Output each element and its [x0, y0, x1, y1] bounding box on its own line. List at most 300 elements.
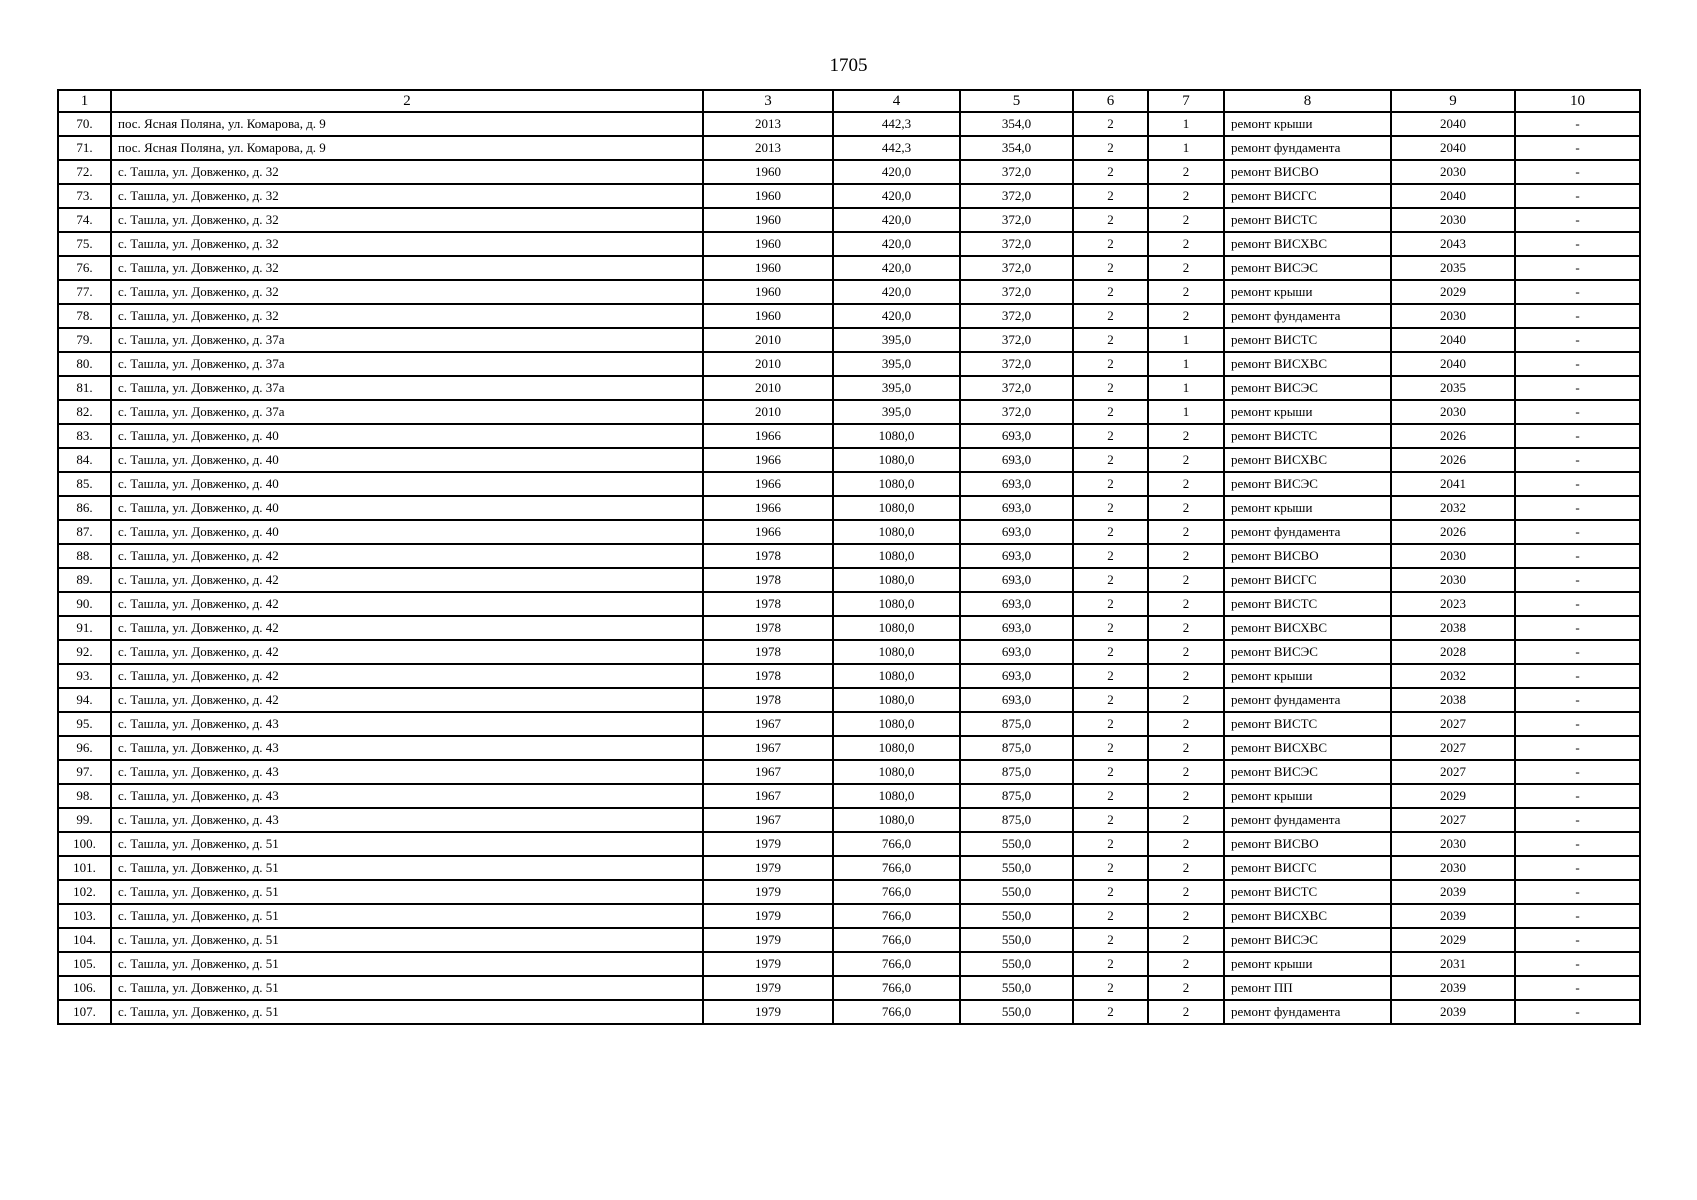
cell-address: с. Ташла, ул. Довженко, д. 43 — [111, 712, 703, 736]
column-header-9: 9 — [1391, 90, 1515, 112]
cell-living-area: 372,0 — [960, 352, 1073, 376]
cell-row-number: 92. — [58, 640, 111, 664]
cell-year-built: 1966 — [703, 472, 833, 496]
cell-row-number: 107. — [58, 1000, 111, 1024]
cell-living-area: 693,0 — [960, 472, 1073, 496]
cell-work-type: ремонт крыши — [1224, 280, 1391, 304]
cell-row-number: 94. — [58, 688, 111, 712]
cell-living-area: 693,0 — [960, 664, 1073, 688]
cell-planned-year: 2040 — [1391, 328, 1515, 352]
cell-work-type: ремонт ВИСТС — [1224, 880, 1391, 904]
cell-year-built: 1979 — [703, 904, 833, 928]
cell-note: - — [1515, 520, 1640, 544]
cell-address: с. Ташла, ул. Довженко, д. 32 — [111, 280, 703, 304]
table-row — [58, 832, 1640, 856]
cell-year-built: 1978 — [703, 568, 833, 592]
cell-floors: 2 — [1073, 928, 1148, 952]
cell-entrances: 1 — [1148, 400, 1224, 424]
cell-entrances: 2 — [1148, 880, 1224, 904]
cell-row-number: 79. — [58, 328, 111, 352]
cell-year-built: 1967 — [703, 760, 833, 784]
cell-work-type: ремонт ВИСВО — [1224, 160, 1391, 184]
cell-address: с. Ташла, ул. Довженко, д. 51 — [111, 952, 703, 976]
cell-living-area: 875,0 — [960, 784, 1073, 808]
cell-address: с. Ташла, ул. Довженко, д. 42 — [111, 640, 703, 664]
cell-total-area: 1080,0 — [833, 784, 960, 808]
cell-work-type: ремонт фундамента — [1224, 688, 1391, 712]
cell-work-type: ремонт ВИСВО — [1224, 544, 1391, 568]
cell-address: с. Ташла, ул. Довженко, д. 32 — [111, 160, 703, 184]
cell-address: с. Ташла, ул. Довженко, д. 37а — [111, 328, 703, 352]
cell-planned-year: 2029 — [1391, 928, 1515, 952]
cell-row-number: 70. — [58, 112, 111, 136]
cell-note: - — [1515, 904, 1640, 928]
cell-planned-year: 2039 — [1391, 904, 1515, 928]
cell-work-type: ремонт фундамента — [1224, 1000, 1391, 1024]
cell-work-type: ремонт крыши — [1224, 952, 1391, 976]
cell-work-type: ремонт крыши — [1224, 400, 1391, 424]
cell-row-number: 75. — [58, 232, 111, 256]
cell-work-type: ремонт фундамента — [1224, 520, 1391, 544]
cell-living-area: 372,0 — [960, 280, 1073, 304]
cell-address: с. Ташла, ул. Довженко, д. 43 — [111, 736, 703, 760]
cell-entrances: 2 — [1148, 640, 1224, 664]
cell-total-area: 766,0 — [833, 976, 960, 1000]
cell-total-area: 1080,0 — [833, 688, 960, 712]
cell-work-type: ремонт ВИСХВС — [1224, 904, 1391, 928]
cell-floors: 2 — [1073, 784, 1148, 808]
cell-year-built: 1966 — [703, 520, 833, 544]
cell-planned-year: 2026 — [1391, 520, 1515, 544]
cell-total-area: 420,0 — [833, 184, 960, 208]
cell-floors: 2 — [1073, 592, 1148, 616]
cell-row-number: 98. — [58, 784, 111, 808]
cell-address: с. Ташла, ул. Довженко, д. 43 — [111, 784, 703, 808]
cell-note: - — [1515, 928, 1640, 952]
cell-entrances: 2 — [1148, 184, 1224, 208]
cell-address: с. Ташла, ул. Довженко, д. 32 — [111, 232, 703, 256]
cell-year-built: 1978 — [703, 640, 833, 664]
cell-planned-year: 2035 — [1391, 256, 1515, 280]
cell-entrances: 2 — [1148, 952, 1224, 976]
column-header-8: 8 — [1224, 90, 1391, 112]
cell-living-area: 372,0 — [960, 376, 1073, 400]
table-row — [58, 520, 1640, 544]
header-row — [58, 90, 1640, 112]
cell-planned-year: 2030 — [1391, 832, 1515, 856]
cell-year-built: 1978 — [703, 664, 833, 688]
cell-total-area: 1080,0 — [833, 616, 960, 640]
cell-row-number: 77. — [58, 280, 111, 304]
cell-work-type: ремонт ВИСГС — [1224, 184, 1391, 208]
cell-year-built: 1960 — [703, 280, 833, 304]
cell-entrances: 1 — [1148, 112, 1224, 136]
table-row — [58, 136, 1640, 160]
cell-living-area: 550,0 — [960, 832, 1073, 856]
cell-total-area: 1080,0 — [833, 448, 960, 472]
cell-living-area: 693,0 — [960, 592, 1073, 616]
cell-planned-year: 2027 — [1391, 808, 1515, 832]
cell-address: с. Ташла, ул. Довженко, д. 51 — [111, 976, 703, 1000]
cell-entrances: 2 — [1148, 856, 1224, 880]
cell-planned-year: 2043 — [1391, 232, 1515, 256]
cell-address: с. Ташла, ул. Довженко, д. 32 — [111, 184, 703, 208]
cell-total-area: 1080,0 — [833, 568, 960, 592]
table-row — [58, 880, 1640, 904]
cell-note: - — [1515, 496, 1640, 520]
cell-year-built: 2013 — [703, 136, 833, 160]
cell-floors: 2 — [1073, 232, 1148, 256]
cell-floors: 2 — [1073, 136, 1148, 160]
cell-address: с. Ташла, ул. Довженко, д. 43 — [111, 808, 703, 832]
cell-entrances: 2 — [1148, 760, 1224, 784]
cell-planned-year: 2038 — [1391, 616, 1515, 640]
table-row — [58, 160, 1640, 184]
cell-row-number: 78. — [58, 304, 111, 328]
table-row — [58, 232, 1640, 256]
cell-planned-year: 2040 — [1391, 112, 1515, 136]
cell-row-number: 74. — [58, 208, 111, 232]
table-row — [58, 280, 1640, 304]
cell-total-area: 395,0 — [833, 352, 960, 376]
cell-row-number: 82. — [58, 400, 111, 424]
cell-work-type: ремонт ВИСТС — [1224, 328, 1391, 352]
repair-schedule-table — [57, 89, 1641, 1025]
cell-floors: 2 — [1073, 424, 1148, 448]
column-header-7: 7 — [1148, 90, 1224, 112]
cell-note: - — [1515, 784, 1640, 808]
cell-floors: 2 — [1073, 616, 1148, 640]
table-row — [58, 928, 1640, 952]
cell-entrances: 2 — [1148, 256, 1224, 280]
table-row — [58, 544, 1640, 568]
table-row — [58, 736, 1640, 760]
cell-work-type: ремонт ВИСВО — [1224, 832, 1391, 856]
cell-total-area: 395,0 — [833, 400, 960, 424]
cell-total-area: 766,0 — [833, 832, 960, 856]
cell-work-type: ремонт фундамента — [1224, 304, 1391, 328]
cell-living-area: 372,0 — [960, 184, 1073, 208]
cell-note: - — [1515, 760, 1640, 784]
cell-entrances: 2 — [1148, 1000, 1224, 1024]
cell-note: - — [1515, 832, 1640, 856]
cell-work-type: ремонт ВИСТС — [1224, 712, 1391, 736]
cell-year-built: 1960 — [703, 232, 833, 256]
cell-total-area: 766,0 — [833, 928, 960, 952]
cell-living-area: 693,0 — [960, 688, 1073, 712]
cell-floors: 2 — [1073, 568, 1148, 592]
cell-work-type: ремонт крыши — [1224, 496, 1391, 520]
cell-year-built: 2010 — [703, 328, 833, 352]
cell-planned-year: 2039 — [1391, 1000, 1515, 1024]
cell-floors: 2 — [1073, 208, 1148, 232]
cell-entrances: 2 — [1148, 424, 1224, 448]
cell-floors: 2 — [1073, 112, 1148, 136]
cell-total-area: 1080,0 — [833, 760, 960, 784]
cell-address: с. Ташла, ул. Довженко, д. 42 — [111, 568, 703, 592]
table-row — [58, 640, 1640, 664]
table-row — [58, 112, 1640, 136]
cell-year-built: 1978 — [703, 616, 833, 640]
cell-living-area: 372,0 — [960, 208, 1073, 232]
column-header-2: 2 — [111, 90, 703, 112]
cell-planned-year: 2030 — [1391, 400, 1515, 424]
cell-planned-year: 2028 — [1391, 640, 1515, 664]
table-row — [58, 664, 1640, 688]
cell-planned-year: 2023 — [1391, 592, 1515, 616]
cell-note: - — [1515, 352, 1640, 376]
cell-total-area: 1080,0 — [833, 424, 960, 448]
cell-row-number: 90. — [58, 592, 111, 616]
table-row — [58, 184, 1640, 208]
cell-note: - — [1515, 424, 1640, 448]
cell-living-area: 693,0 — [960, 448, 1073, 472]
cell-row-number: 95. — [58, 712, 111, 736]
cell-row-number: 76. — [58, 256, 111, 280]
cell-work-type: ремонт ВИСХВС — [1224, 352, 1391, 376]
cell-address: с. Ташла, ул. Довженко, д. 43 — [111, 760, 703, 784]
cell-year-built: 1978 — [703, 544, 833, 568]
cell-entrances: 2 — [1148, 544, 1224, 568]
cell-address: с. Ташла, ул. Довженко, д. 51 — [111, 856, 703, 880]
cell-row-number: 96. — [58, 736, 111, 760]
cell-work-type: ремонт ВИСХВС — [1224, 448, 1391, 472]
cell-year-built: 1978 — [703, 688, 833, 712]
cell-work-type: ремонт крыши — [1224, 664, 1391, 688]
page-number: 1705 — [829, 55, 868, 76]
cell-row-number: 97. — [58, 760, 111, 784]
cell-note: - — [1515, 640, 1640, 664]
cell-year-built: 1960 — [703, 304, 833, 328]
cell-total-area: 420,0 — [833, 304, 960, 328]
cell-floors: 2 — [1073, 544, 1148, 568]
cell-year-built: 2010 — [703, 376, 833, 400]
cell-planned-year: 2030 — [1391, 568, 1515, 592]
cell-entrances: 2 — [1148, 160, 1224, 184]
cell-planned-year: 2030 — [1391, 856, 1515, 880]
cell-note: - — [1515, 376, 1640, 400]
table-row — [58, 304, 1640, 328]
cell-note: - — [1515, 448, 1640, 472]
cell-entrances: 1 — [1148, 352, 1224, 376]
cell-row-number: 88. — [58, 544, 111, 568]
cell-work-type: ремонт ВИСЭС — [1224, 376, 1391, 400]
table-row — [58, 376, 1640, 400]
cell-row-number: 99. — [58, 808, 111, 832]
cell-note: - — [1515, 328, 1640, 352]
cell-row-number: 106. — [58, 976, 111, 1000]
cell-floors: 2 — [1073, 712, 1148, 736]
cell-year-built: 1978 — [703, 592, 833, 616]
cell-total-area: 420,0 — [833, 256, 960, 280]
table-row — [58, 400, 1640, 424]
cell-floors: 2 — [1073, 448, 1148, 472]
cell-year-built: 1960 — [703, 208, 833, 232]
cell-living-area: 372,0 — [960, 328, 1073, 352]
cell-address: с. Ташла, ул. Довженко, д. 42 — [111, 664, 703, 688]
cell-total-area: 1080,0 — [833, 520, 960, 544]
cell-total-area: 420,0 — [833, 208, 960, 232]
cell-living-area: 550,0 — [960, 904, 1073, 928]
cell-floors: 2 — [1073, 880, 1148, 904]
cell-living-area: 693,0 — [960, 424, 1073, 448]
cell-row-number: 81. — [58, 376, 111, 400]
cell-planned-year: 2029 — [1391, 784, 1515, 808]
cell-floors: 2 — [1073, 832, 1148, 856]
cell-total-area: 1080,0 — [833, 496, 960, 520]
cell-living-area: 372,0 — [960, 304, 1073, 328]
cell-address: с. Ташла, ул. Довженко, д. 51 — [111, 904, 703, 928]
cell-entrances: 2 — [1148, 496, 1224, 520]
cell-entrances: 2 — [1148, 688, 1224, 712]
cell-total-area: 420,0 — [833, 232, 960, 256]
cell-row-number: 101. — [58, 856, 111, 880]
cell-year-built: 1967 — [703, 736, 833, 760]
cell-floors: 2 — [1073, 352, 1148, 376]
cell-entrances: 2 — [1148, 616, 1224, 640]
cell-living-area: 550,0 — [960, 1000, 1073, 1024]
cell-entrances: 2 — [1148, 280, 1224, 304]
cell-floors: 2 — [1073, 688, 1148, 712]
cell-planned-year: 2032 — [1391, 496, 1515, 520]
cell-year-built: 1979 — [703, 928, 833, 952]
cell-planned-year: 2035 — [1391, 376, 1515, 400]
cell-note: - — [1515, 472, 1640, 496]
cell-address: с. Ташла, ул. Довженко, д. 51 — [111, 1000, 703, 1024]
cell-total-area: 1080,0 — [833, 544, 960, 568]
cell-note: - — [1515, 184, 1640, 208]
cell-planned-year: 2027 — [1391, 760, 1515, 784]
cell-entrances: 2 — [1148, 736, 1224, 760]
cell-note: - — [1515, 136, 1640, 160]
cell-living-area: 693,0 — [960, 544, 1073, 568]
cell-address: с. Ташла, ул. Довженко, д. 40 — [111, 424, 703, 448]
cell-planned-year: 2039 — [1391, 976, 1515, 1000]
cell-work-type: ремонт крыши — [1224, 784, 1391, 808]
table-row — [58, 784, 1640, 808]
cell-note: - — [1515, 736, 1640, 760]
cell-address: с. Ташла, ул. Довженко, д. 42 — [111, 544, 703, 568]
cell-work-type: ремонт ВИСХВС — [1224, 616, 1391, 640]
cell-planned-year: 2038 — [1391, 688, 1515, 712]
cell-total-area: 420,0 — [833, 160, 960, 184]
cell-address: с. Ташла, ул. Довженко, д. 37а — [111, 352, 703, 376]
cell-planned-year: 2030 — [1391, 304, 1515, 328]
cell-work-type: ремонт фундамента — [1224, 808, 1391, 832]
cell-planned-year: 2027 — [1391, 736, 1515, 760]
cell-planned-year: 2040 — [1391, 184, 1515, 208]
table-row — [58, 424, 1640, 448]
cell-entrances: 2 — [1148, 808, 1224, 832]
cell-total-area: 766,0 — [833, 880, 960, 904]
cell-floors: 2 — [1073, 304, 1148, 328]
cell-address: с. Ташла, ул. Довженко, д. 51 — [111, 928, 703, 952]
cell-total-area: 442,3 — [833, 136, 960, 160]
cell-address: с. Ташла, ул. Довженко, д. 40 — [111, 472, 703, 496]
cell-entrances: 2 — [1148, 928, 1224, 952]
column-header-3: 3 — [703, 90, 833, 112]
cell-entrances: 2 — [1148, 784, 1224, 808]
cell-living-area: 875,0 — [960, 712, 1073, 736]
cell-living-area: 693,0 — [960, 568, 1073, 592]
cell-living-area: 875,0 — [960, 736, 1073, 760]
cell-note: - — [1515, 592, 1640, 616]
cell-year-built: 2013 — [703, 112, 833, 136]
cell-row-number: 71. — [58, 136, 111, 160]
cell-planned-year: 2040 — [1391, 352, 1515, 376]
cell-entrances: 2 — [1148, 832, 1224, 856]
cell-year-built: 1979 — [703, 880, 833, 904]
cell-year-built: 1967 — [703, 808, 833, 832]
cell-note: - — [1515, 400, 1640, 424]
cell-entrances: 2 — [1148, 304, 1224, 328]
cell-total-area: 766,0 — [833, 952, 960, 976]
cell-planned-year: 2030 — [1391, 160, 1515, 184]
cell-planned-year: 2029 — [1391, 280, 1515, 304]
cell-year-built: 1967 — [703, 712, 833, 736]
cell-planned-year: 2026 — [1391, 424, 1515, 448]
cell-entrances: 2 — [1148, 904, 1224, 928]
cell-note: - — [1515, 256, 1640, 280]
cell-row-number: 84. — [58, 448, 111, 472]
cell-floors: 2 — [1073, 736, 1148, 760]
cell-total-area: 766,0 — [833, 904, 960, 928]
cell-floors: 2 — [1073, 640, 1148, 664]
cell-living-area: 693,0 — [960, 496, 1073, 520]
column-header-5: 5 — [960, 90, 1073, 112]
cell-total-area: 1080,0 — [833, 640, 960, 664]
cell-row-number: 86. — [58, 496, 111, 520]
cell-note: - — [1515, 1000, 1640, 1024]
cell-address: с. Ташла, ул. Довженко, д. 32 — [111, 208, 703, 232]
table-row — [58, 472, 1640, 496]
table-row — [58, 808, 1640, 832]
cell-row-number: 93. — [58, 664, 111, 688]
cell-note: - — [1515, 952, 1640, 976]
cell-address: с. Ташла, ул. Довженко, д. 37а — [111, 400, 703, 424]
cell-work-type: ремонт ВИСХВС — [1224, 736, 1391, 760]
cell-planned-year: 2026 — [1391, 448, 1515, 472]
cell-entrances: 2 — [1148, 592, 1224, 616]
cell-entrances: 2 — [1148, 448, 1224, 472]
cell-work-type: ремонт ВИСГС — [1224, 568, 1391, 592]
table-row — [58, 688, 1640, 712]
cell-planned-year: 2039 — [1391, 880, 1515, 904]
cell-work-type: ремонт ВИСЭС — [1224, 928, 1391, 952]
cell-note: - — [1515, 304, 1640, 328]
cell-row-number: 73. — [58, 184, 111, 208]
cell-entrances: 2 — [1148, 976, 1224, 1000]
cell-total-area: 1080,0 — [833, 472, 960, 496]
cell-floors: 2 — [1073, 256, 1148, 280]
cell-row-number: 83. — [58, 424, 111, 448]
cell-planned-year: 2041 — [1391, 472, 1515, 496]
cell-address: с. Ташла, ул. Довженко, д. 40 — [111, 448, 703, 472]
cell-row-number: 72. — [58, 160, 111, 184]
cell-entrances: 2 — [1148, 568, 1224, 592]
cell-address: с. Ташла, ул. Довженко, д. 40 — [111, 496, 703, 520]
cell-floors: 2 — [1073, 1000, 1148, 1024]
cell-year-built: 1960 — [703, 256, 833, 280]
cell-total-area: 1080,0 — [833, 808, 960, 832]
cell-total-area: 1080,0 — [833, 736, 960, 760]
cell-row-number: 87. — [58, 520, 111, 544]
table-row — [58, 760, 1640, 784]
cell-living-area: 550,0 — [960, 880, 1073, 904]
table-body — [58, 112, 1640, 1024]
cell-entrances: 2 — [1148, 232, 1224, 256]
cell-living-area: 372,0 — [960, 160, 1073, 184]
